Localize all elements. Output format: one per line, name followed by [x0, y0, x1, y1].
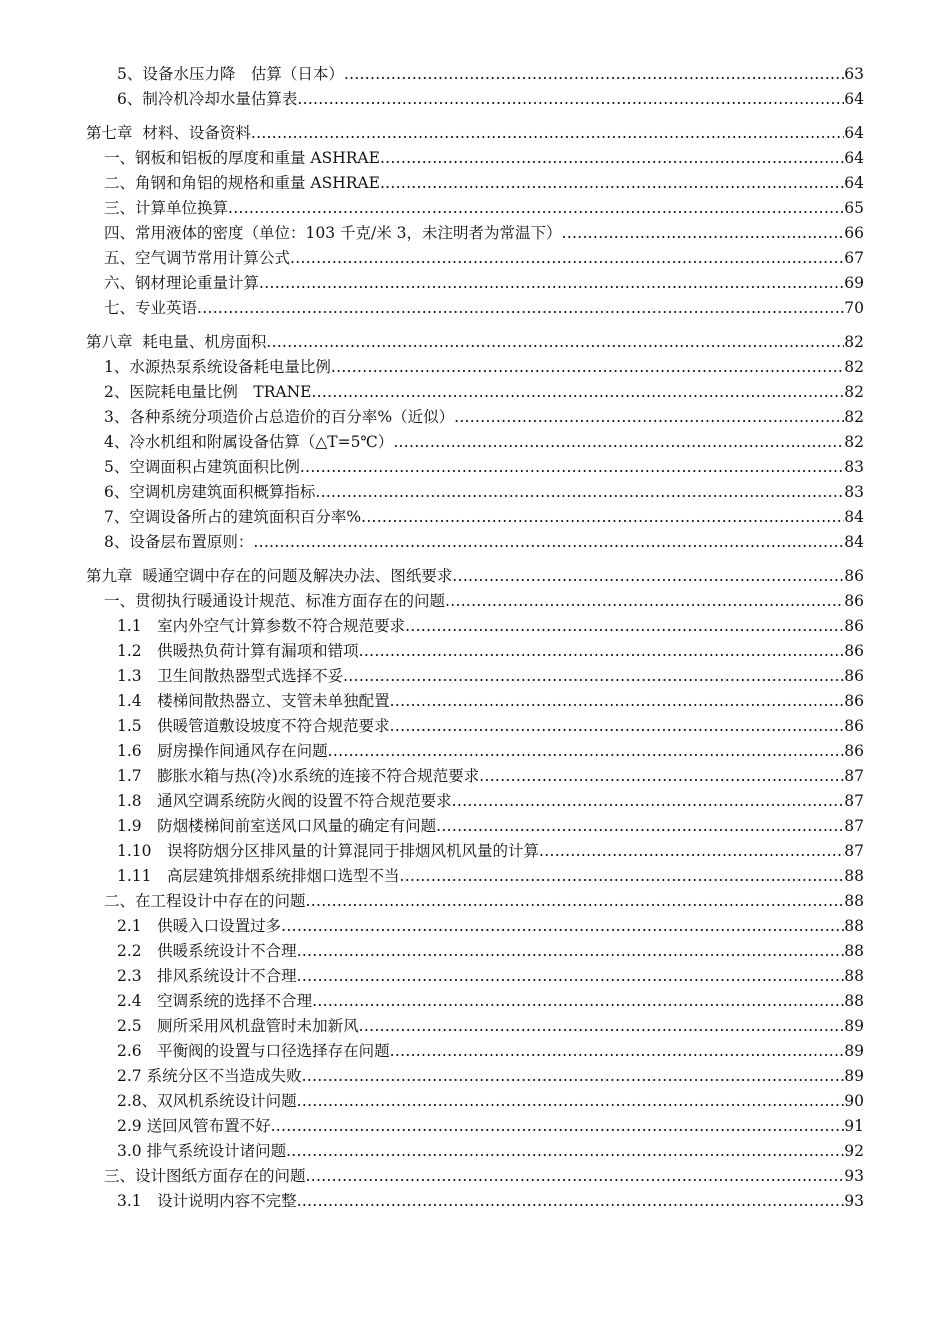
dot-leader — [315, 480, 844, 505]
toc-sub-entry[interactable] — [0, 87, 950, 112]
dot-leader — [562, 221, 845, 246]
toc-section-entry[interactable] — [0, 589, 950, 614]
toc-page-number: 82 — [844, 408, 864, 426]
toc-page-number: 86 — [844, 617, 864, 635]
toc-page-number: 64 — [844, 124, 864, 142]
toc-sub-entry[interactable] — [0, 839, 950, 864]
dot-leader — [300, 455, 844, 480]
toc-entry-title: 5、空调面积占建筑面积比例 — [104, 458, 300, 476]
toc-sub-entry[interactable] — [0, 664, 950, 689]
toc-sub-entry[interactable] — [0, 764, 950, 789]
dot-leader — [266, 325, 844, 359]
toc-item-entry[interactable] — [0, 480, 950, 505]
toc-sub-entry[interactable] — [0, 989, 950, 1014]
toc-entry-title: 2.1 供暖入口设置过多 — [117, 917, 282, 935]
toc-page-number: 87 — [844, 792, 864, 810]
toc-sub-entry[interactable] — [0, 939, 950, 964]
toc-page-number: 86 — [844, 667, 864, 685]
toc-item-entry[interactable] — [0, 355, 950, 380]
toc-page-number: 86 — [844, 642, 864, 660]
dot-leader — [306, 1164, 845, 1189]
toc-item-entry[interactable] — [0, 505, 950, 530]
toc-entry-title: 四、常用液体的密度（单位：103 千克/米 3，未注明者为常温下） — [104, 224, 562, 242]
toc-page-number: 88 — [844, 967, 864, 985]
toc-entry-title: 2.3 排风系统设计不合理 — [117, 967, 297, 985]
toc-entry-title: 一、钢板和铝板的厚度和重量 ASHRAE — [104, 149, 380, 167]
dot-leader — [390, 714, 845, 739]
toc-page-number: 88 — [844, 942, 864, 960]
dot-leader — [297, 1189, 845, 1214]
dot-leader — [197, 296, 844, 321]
toc-entry-title: 6、制冷机冷却水量估算表 — [117, 90, 298, 108]
dot-leader — [251, 116, 844, 150]
toc-item-entry[interactable] — [0, 430, 950, 455]
dot-leader — [380, 146, 844, 171]
table-of-contents — [0, 62, 950, 1214]
toc-entry-title: 3.0 排气系统设计诸问题 — [117, 1142, 287, 1160]
toc-entry-title: 第九章 暖通空调中存在的问题及解决办法、图纸要求 — [86, 567, 453, 585]
toc-entry-title: 1.9 防烟楼梯间前室送风口风量的确定有问题 — [117, 817, 437, 835]
toc-section-entry[interactable] — [0, 271, 950, 296]
toc-chapter-entry[interactable] — [0, 112, 950, 146]
toc-page-number: 87 — [844, 842, 864, 860]
toc-page-number: 92 — [844, 1142, 864, 1160]
toc-entry-title: 五、空气调节常用计算公式 — [104, 249, 291, 267]
toc-entry-title: 1.10 误将防烟分区排风量的计算混同于排烟风机风量的计算 — [117, 842, 540, 860]
toc-entry-title: 七、专业英语 — [104, 299, 198, 317]
dot-leader — [290, 246, 844, 271]
toc-page-number: 83 — [844, 458, 864, 476]
dot-leader — [359, 639, 845, 664]
toc-entry-title: 1.7 膨胀水箱与热(冷)水系统的连接不符合规范要求 — [117, 767, 480, 785]
dot-leader — [436, 814, 844, 839]
toc-entry-title: 4、冷水机组和附属设备估算（△T=5℃） — [104, 433, 394, 451]
toc-entry-title: 1.1 室内外空气计算参数不符合规范要求 — [117, 617, 406, 635]
toc-page-number: 64 — [844, 90, 864, 108]
toc-entry-title: 3、各种系统分项造价占总造价的百分率%（近似） — [104, 408, 455, 426]
toc-entry-title: 2.6 平衡阀的设置与口径选择存在问题 — [117, 1042, 390, 1060]
toc-entry-title: 2.2 供暖系统设计不合理 — [117, 942, 297, 960]
toc-page-number: 86 — [844, 717, 864, 735]
toc-page-number: 70 — [844, 299, 864, 317]
toc-page-number: 83 — [844, 483, 864, 501]
toc-page-number: 90 — [844, 1092, 864, 1110]
toc-sub-entry[interactable] — [0, 1114, 950, 1139]
toc-entry-title: 8、设备层布置原则： — [104, 533, 254, 551]
dot-leader — [271, 1114, 845, 1139]
toc-sub-entry[interactable] — [0, 1014, 950, 1039]
toc-sub-entry[interactable] — [0, 1189, 950, 1214]
toc-page-number: 86 — [844, 742, 864, 760]
toc-entry-title: 三、计算单位换算 — [104, 199, 229, 217]
toc-page-number: 88 — [844, 917, 864, 935]
toc-sub-entry[interactable] — [0, 964, 950, 989]
toc-page-number: 89 — [844, 1017, 864, 1035]
toc-entry-title: 第八章 耗电量、机房面积 — [86, 333, 267, 351]
toc-page-number: 69 — [844, 274, 864, 292]
toc-page-number: 91 — [844, 1117, 864, 1135]
toc-page-number: 87 — [844, 817, 864, 835]
dot-leader — [306, 889, 845, 914]
toc-page-number: 93 — [844, 1167, 864, 1185]
dot-leader — [253, 530, 844, 555]
dot-leader — [539, 839, 844, 864]
dot-leader — [359, 1014, 845, 1039]
toc-page-number: 82 — [844, 333, 864, 351]
toc-page-number: 65 — [844, 199, 864, 217]
toc-entry-title: 一、贯彻执行暖通设计规范、标准方面存在的问题 — [104, 592, 446, 610]
toc-page-number: 84 — [844, 508, 864, 526]
toc-sub-entry[interactable] — [0, 1039, 950, 1064]
toc-page-number: 82 — [844, 433, 864, 451]
toc-page-number: 87 — [844, 767, 864, 785]
toc-entry-title: 1.4 楼梯间散热器立、支管未单独配置 — [117, 692, 390, 710]
toc-sub-entry[interactable] — [0, 614, 950, 639]
dot-leader — [297, 1089, 845, 1114]
dot-leader — [281, 914, 844, 939]
toc-entry-title: 3.1 设计说明内容不完整 — [117, 1192, 297, 1210]
dot-leader — [390, 1039, 845, 1064]
dot-leader — [328, 739, 845, 764]
dot-leader — [297, 964, 845, 989]
dot-leader — [312, 989, 844, 1014]
dot-leader — [452, 559, 844, 593]
dot-leader — [454, 405, 844, 430]
toc-section-entry[interactable] — [0, 889, 950, 914]
toc-sub-entry[interactable] — [0, 714, 950, 739]
dot-leader — [445, 589, 844, 614]
dot-leader — [343, 664, 844, 689]
toc-section-entry[interactable] — [0, 196, 950, 221]
toc-section-entry[interactable] — [0, 146, 950, 171]
toc-entry-title: 2、医院耗电量比例 TRANE — [104, 383, 312, 401]
toc-sub-entry[interactable] — [0, 914, 950, 939]
toc-section-entry[interactable] — [0, 171, 950, 196]
toc-entry-title: 1.6 厨房操作间通风存在问题 — [117, 742, 328, 760]
toc-section-entry[interactable] — [0, 1164, 950, 1189]
toc-section-entry[interactable] — [0, 296, 950, 321]
toc-entry-title: 第七章 材料、设备资料 — [86, 124, 251, 142]
toc-entry-title: 1.3 卫生间散热器型式选择不妥 — [117, 667, 344, 685]
toc-entry-title: 三、设计图纸方面存在的问题 — [104, 1167, 306, 1185]
dot-leader — [405, 614, 844, 639]
toc-page-number: 88 — [844, 867, 864, 885]
toc-entry-title: 二、角钢和角铝的规格和重量 ASHRAE — [104, 174, 380, 192]
toc-page-number: 89 — [844, 1067, 864, 1085]
dot-leader — [393, 430, 844, 455]
toc-page-number: 82 — [844, 358, 864, 376]
toc-entry-title: 1.5 供暖管道敷设坡度不符合规范要求 — [117, 717, 390, 735]
toc-page-number: 88 — [844, 892, 864, 910]
dot-leader — [259, 271, 844, 296]
dot-leader — [390, 689, 845, 714]
toc-sub-entry[interactable] — [0, 1064, 950, 1089]
toc-page-number: 86 — [844, 592, 864, 610]
toc-sub-entry[interactable] — [0, 1089, 950, 1114]
toc-entry-title: 2.8、双风机系统设计问题 — [117, 1092, 297, 1110]
dot-leader — [452, 789, 845, 814]
toc-entry-title: 2.7 系统分区不当造成失败 — [117, 1067, 302, 1085]
toc-page-number: 86 — [844, 567, 864, 585]
toc-entry-title: 2.9 送回风管布置不好 — [117, 1117, 271, 1135]
toc-page-number: 64 — [844, 174, 864, 192]
toc-page-number: 93 — [844, 1192, 864, 1210]
toc-sub-entry[interactable] — [0, 814, 950, 839]
dot-leader — [400, 864, 845, 889]
toc-entry-title: 7、空调设备所占的建筑面积百分率% — [104, 508, 362, 526]
dot-leader — [297, 87, 844, 112]
toc-entry-title: 六、钢材理论重量计算 — [104, 274, 260, 292]
toc-page-number: 88 — [844, 992, 864, 1010]
dot-leader — [331, 355, 844, 380]
dot-leader — [380, 171, 844, 196]
toc-item-entry[interactable] — [0, 455, 950, 480]
toc-section-entry[interactable] — [0, 246, 950, 271]
dot-leader — [361, 505, 844, 530]
toc-page-number: 64 — [844, 149, 864, 167]
toc-item-entry[interactable] — [0, 405, 950, 430]
toc-sub-entry[interactable] — [0, 789, 950, 814]
dot-leader — [302, 1064, 845, 1089]
toc-entry-title: 1、水源热泵系统设备耗电量比例 — [104, 358, 331, 376]
toc-page-number: 89 — [844, 1042, 864, 1060]
dot-leader — [286, 1139, 844, 1164]
toc-page-number: 86 — [844, 692, 864, 710]
toc-chapter-entry[interactable] — [0, 555, 950, 589]
toc-section-entry[interactable] — [0, 221, 950, 246]
toc-sub-entry[interactable] — [0, 1139, 950, 1164]
toc-sub-entry[interactable] — [0, 689, 950, 714]
toc-sub-entry[interactable] — [0, 62, 950, 87]
toc-sub-entry[interactable] — [0, 739, 950, 764]
toc-page-number: 66 — [844, 224, 864, 242]
toc-page-number: 82 — [844, 383, 864, 401]
toc-entry-title: 1.8 通风空调系统防火阀的设置不符合规范要求 — [117, 792, 452, 810]
toc-page-number: 67 — [844, 249, 864, 267]
toc-entry-title: 1.11 高层建筑排烟系统排烟口选型不当 — [117, 867, 400, 885]
toc-sub-entry[interactable] — [0, 639, 950, 664]
toc-entry-title: 二、在工程设计中存在的问题 — [104, 892, 306, 910]
dot-leader — [228, 196, 844, 221]
toc-item-entry[interactable] — [0, 530, 950, 555]
toc-page-number: 63 — [844, 65, 864, 83]
toc-entry-title: 1.2 供暖热负荷计算有漏项和错项 — [117, 642, 359, 660]
toc-chapter-entry[interactable] — [0, 321, 950, 355]
dot-leader — [344, 62, 844, 87]
toc-page-number: 84 — [844, 533, 864, 551]
toc-sub-entry[interactable] — [0, 864, 950, 889]
dot-leader — [479, 764, 844, 789]
dot-leader — [297, 939, 845, 964]
toc-entry-title: 5、设备水压力降 估算（日本） — [117, 65, 344, 83]
toc-entry-title: 2.5 厕所采用风机盘管时未加新风 — [117, 1017, 359, 1035]
toc-entry-title: 6、空调机房建筑面积概算指标 — [104, 483, 316, 501]
toc-item-entry[interactable] — [0, 380, 950, 405]
dot-leader — [311, 380, 844, 405]
toc-entry-title: 2.4 空调系统的选择不合理 — [117, 992, 313, 1010]
